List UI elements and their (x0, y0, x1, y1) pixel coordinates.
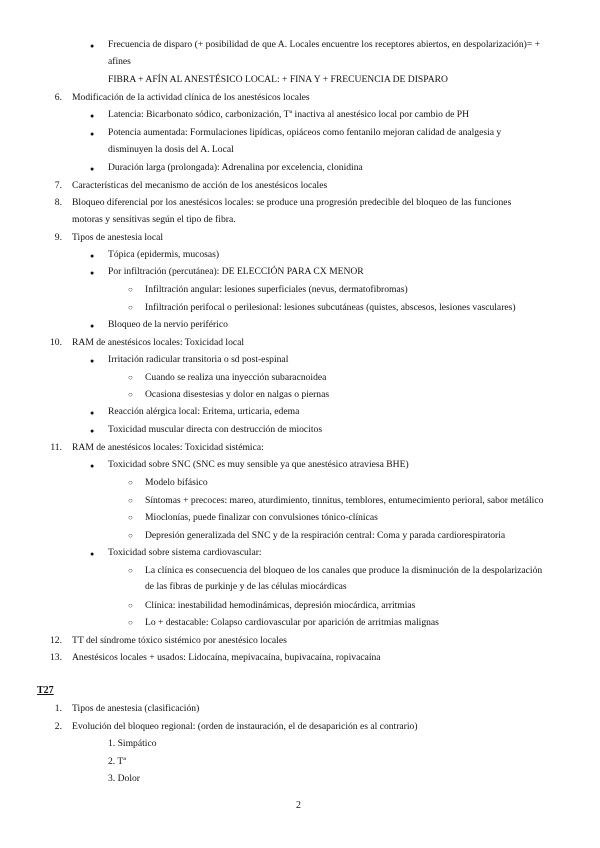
text-line: motoras y sensitivas según el tipo de fibra. (72, 214, 236, 225)
list-item: Toxicidad sobre SNC (SNC es muy sensible ya que anestésico atraviesa BHE) (108, 459, 409, 470)
list-item: Lo + destacable: Colapso cardiovascular por aparición de arritmias malignas (145, 617, 439, 628)
bullet-icon: ● (90, 112, 95, 120)
bullet-icon: ● (90, 130, 95, 138)
list-number: 11. (50, 442, 62, 453)
circle-bullet-icon: ○ (128, 601, 133, 610)
list-number: 10. (50, 337, 62, 348)
list-item: Bloqueo de la nervio periférico (108, 319, 228, 330)
list-item: Ocasiona disestesias y dolor en nalgas o piernas (145, 389, 330, 400)
circle-bullet-icon: ○ (128, 618, 133, 627)
bullet-icon: ● (90, 357, 95, 365)
list-item: Reacción alérgica local: Eritema, urticaria, edema (108, 406, 300, 417)
page-number: 2 (296, 800, 301, 811)
list-item: Modificación de la actividad clínica de los anestésicos locales (72, 92, 310, 103)
circle-bullet-icon: ○ (128, 303, 133, 312)
text-line: afines (108, 56, 131, 67)
list-item: Tópica (epidermis, mucosas) (108, 249, 220, 260)
text-line: de las fibras de purkinje y de las células miocárdicas (145, 581, 347, 592)
text-line: FIBRA + AFÍN AL ANESTÉSICO LOCAL: + FINA Y + FRECUENCIA DE DISPARO (108, 74, 448, 85)
list-item: Tipos de anestesia local (72, 232, 164, 243)
list-item: Por infiltración (percutánea): DE ELECCIÓN PARA CX MENOR (108, 266, 364, 277)
text-line: disminuyen la dosis del A. Local (108, 144, 234, 155)
list-item: RAM de anestésicos locales: Toxicidad local (72, 337, 245, 348)
text-line: Frecuencia de disparo (+ posibilidad de que A. Locales encuentre los receptores abiertos, en despolarización)= + (108, 39, 541, 50)
list-item: Clínica: inestabilidad hemodinámicas, depresión miocárdica, arritmias (145, 600, 416, 611)
list-item: Mioclonías, puede finalizar con convulsiones tónico-clínicas (145, 512, 378, 523)
circle-bullet-icon: ○ (128, 285, 133, 294)
list-item: RAM de anestésicos locales: Toxicidad sistémica: (72, 442, 264, 453)
list-number: 9. (54, 232, 62, 243)
bullet-icon: ● (90, 427, 95, 435)
list-number: 13. (50, 652, 62, 663)
list-item: Tipos de anestesia (clasificación) (72, 703, 200, 714)
list-item: 3. Dolor (108, 773, 140, 784)
list-item: Evolución del bloqueo regional: (orden de instauración, el de desaparición es al contrario) (72, 721, 418, 732)
list-item: Infiltración angular: lesiones superficiales (nevus, dermatofibromas) (145, 284, 408, 295)
circle-bullet-icon: ○ (128, 566, 133, 575)
circle-bullet-icon: ○ (128, 478, 133, 487)
list-item: Latencia: Bicarbonato sódico, carbonización, Tª inactiva al anestésico local por cambio de PH (108, 109, 470, 120)
list-item: Características del mecanismo de acción de los anestésicos locales (72, 180, 328, 191)
list-item: Duración larga (prolongada): Adrenalina por excelencia, clonidina (108, 162, 363, 173)
bullet-icon: ● (90, 409, 95, 417)
list-number: 1. (54, 703, 62, 714)
list-item: La clínica es consecuencia del bloqueo de los canales que produce la disminución de la despolarización (145, 565, 543, 576)
list-item: Toxicidad muscular directa con destrucción de miocitos (108, 424, 323, 435)
list-item: Modelo bifásico (145, 477, 208, 488)
bullet-icon: ● (90, 269, 95, 277)
list-item: Anestésicos locales + usados: Lidocaína, mepivacaína, bupivacaína, ropivacaína (72, 652, 381, 663)
bullet-icon: ● (90, 252, 95, 260)
list-number: 6. (54, 92, 62, 103)
bullet-icon: ● (90, 462, 95, 470)
list-item: TT del síndrome tóxico sistémico por anestésico locales (72, 635, 287, 646)
circle-bullet-icon: ○ (128, 513, 133, 522)
list-number: 12. (50, 635, 62, 646)
list-item: 2. Tª (108, 756, 126, 767)
list-item: Toxicidad sobre sistema cardiovascular: (108, 547, 262, 558)
bullet-icon: ● (90, 42, 95, 50)
bullet-icon: ● (90, 550, 95, 558)
section-heading: T27 (37, 685, 54, 696)
circle-bullet-icon: ○ (128, 531, 133, 540)
list-item: Infiltración perifocal o perilesional: lesiones subcutáneas (quistes, abscesos, lesiones vasculares) (145, 302, 516, 313)
bullet-icon: ● (90, 322, 95, 330)
bullet-icon: ● (90, 165, 95, 173)
list-number: 8. (54, 197, 62, 208)
list-number: 7. (54, 180, 62, 191)
list-number: 2. (54, 721, 62, 732)
circle-bullet-icon: ○ (128, 390, 133, 399)
circle-bullet-icon: ○ (128, 496, 133, 505)
list-item: Bloqueo diferencial por los anestésicos locales: se produce una progresión predecible del bloqueo de las funciones (72, 197, 512, 208)
list-item: Potencia aumentada: Formulaciones lipídicas, opiáceos como fentanilo mejoran calidad de analgesia y (108, 127, 502, 138)
list-item: 1. Simpático (108, 738, 157, 749)
list-item: Síntomas + precoces: mareo, aturdimiento, tinnitus, temblores, entumecimiento perioral, sabor metálico (145, 495, 544, 506)
list-item: Cuando se realiza una inyección subaracnoidea (145, 372, 327, 383)
circle-bullet-icon: ○ (128, 373, 133, 382)
list-item: Irritación radicular transitoria o sd post-espinal (108, 354, 289, 365)
list-item: Depresión generalizada del SNC y de la respiración central: Coma y parada cardiorespiratoria (145, 530, 506, 541)
